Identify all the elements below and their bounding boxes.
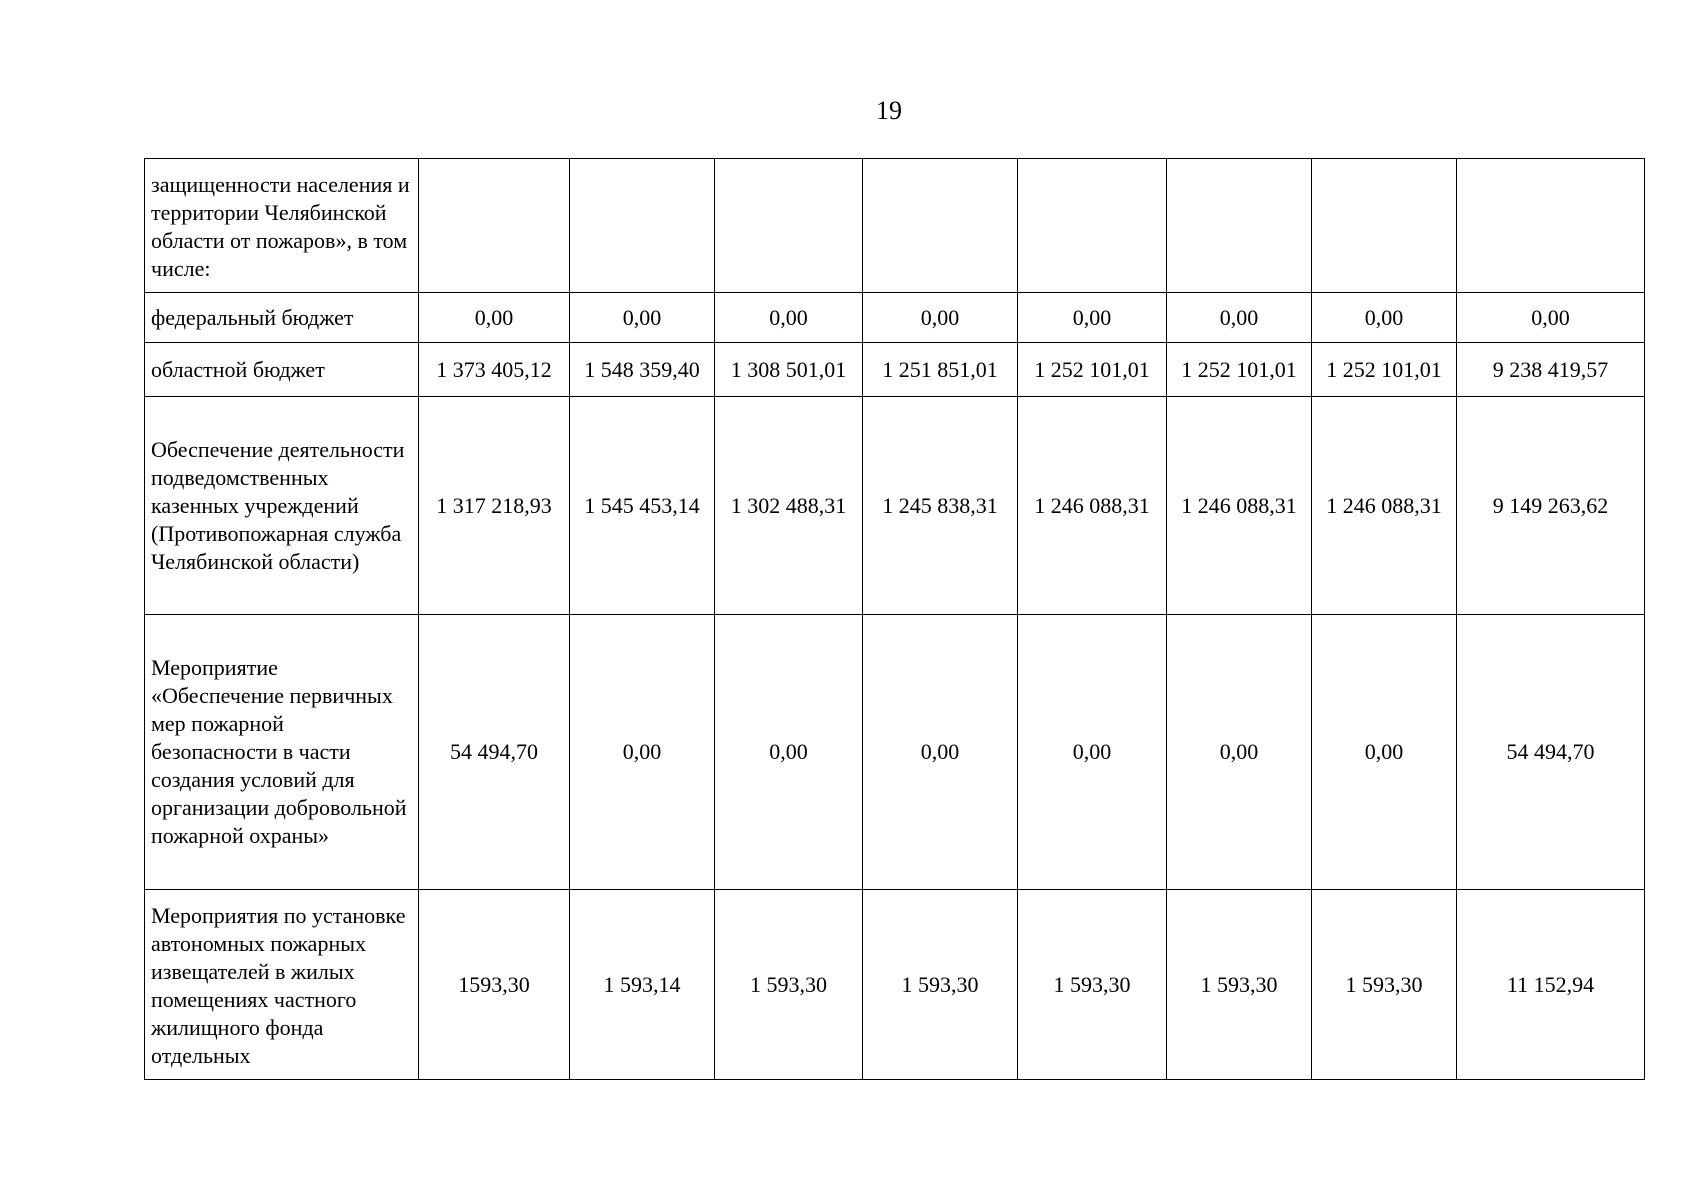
value-cell: 0,00 (1312, 293, 1457, 343)
row-label: защищенности населения и территории Челябинской области от пожаров», в том числе: (145, 159, 419, 293)
table-row (145, 293, 1645, 343)
value-cell: 0,00 (863, 293, 1018, 343)
value-cell: 1 246 088,31 (1167, 397, 1312, 615)
value-cell (570, 159, 715, 293)
value-cell: 1 593,30 (1312, 890, 1457, 1080)
value-cell: 0,00 (863, 615, 1018, 890)
value-cell (1167, 159, 1312, 293)
row-label: Обеспечение деятельности подведомственных казенных учреждений (Противопожарная служба Челябинской области) (145, 397, 419, 615)
value-cell: 1 317 218,93 (419, 397, 570, 615)
value-cell (419, 159, 570, 293)
table-row (145, 615, 1645, 890)
table-row (145, 397, 1645, 615)
value-cell: 0,00 (1018, 615, 1167, 890)
value-cell: 0,00 (1167, 293, 1312, 343)
row-label: Мероприятия по установке автономных пожарных извещателей в жилых помещениях частного жилищного фонда отдельных (145, 890, 419, 1080)
row-label: Мероприятие «Обеспечение первичных мер пожарной безопасности в части создания условий для организации добровольной пожарной охраны» (145, 615, 419, 890)
table-row (145, 159, 1645, 293)
value-cell: 1 593,30 (863, 890, 1018, 1080)
value-cell: 0,00 (570, 293, 715, 343)
value-cell: 1 252 101,01 (1312, 343, 1457, 397)
table-row (145, 890, 1645, 1080)
value-cell: 1 545 453,14 (570, 397, 715, 615)
total-cell: 11 152,94 (1457, 890, 1645, 1080)
total-cell: 54 494,70 (1457, 615, 1645, 890)
value-cell: 1 373 405,12 (419, 343, 570, 397)
value-cell: 1 246 088,31 (1018, 397, 1167, 615)
value-cell: 1 593,14 (570, 890, 715, 1080)
value-cell: 1 252 101,01 (1167, 343, 1312, 397)
value-cell: 1 251 851,01 (863, 343, 1018, 397)
page-number: 19 (876, 96, 902, 125)
value-cell: 1 252 101,01 (1018, 343, 1167, 397)
value-cell: 0,00 (1018, 293, 1167, 343)
table-row (145, 343, 1645, 397)
value-cell (863, 159, 1018, 293)
value-cell (715, 159, 863, 293)
value-cell: 1 308 501,01 (715, 343, 863, 397)
value-cell: 54 494,70 (419, 615, 570, 890)
total-cell: 9 238 419,57 (1457, 343, 1645, 397)
value-cell: 0,00 (715, 615, 863, 890)
value-cell: 1 593,30 (1018, 890, 1167, 1080)
value-cell: 0,00 (570, 615, 715, 890)
total-cell: 9 149 263,62 (1457, 397, 1645, 615)
value-cell: 0,00 (419, 293, 570, 343)
value-cell: 1 593,30 (715, 890, 863, 1080)
value-cell: 0,00 (1167, 615, 1312, 890)
value-cell: 1 245 838,31 (863, 397, 1018, 615)
value-cell: 1 246 088,31 (1312, 397, 1457, 615)
row-label: федеральный бюджет (145, 293, 419, 343)
value-cell: 0,00 (1312, 615, 1457, 890)
budget-table (144, 158, 1645, 1080)
value-cell: 1 548 359,40 (570, 343, 715, 397)
value-cell: 0,00 (715, 293, 863, 343)
total-cell (1457, 159, 1645, 293)
value-cell: 1593,30 (419, 890, 570, 1080)
total-cell: 0,00 (1457, 293, 1645, 343)
value-cell: 1 593,30 (1167, 890, 1312, 1080)
value-cell: 1 302 488,31 (715, 397, 863, 615)
value-cell (1312, 159, 1457, 293)
row-label: областной бюджет (145, 343, 419, 397)
value-cell (1018, 159, 1167, 293)
